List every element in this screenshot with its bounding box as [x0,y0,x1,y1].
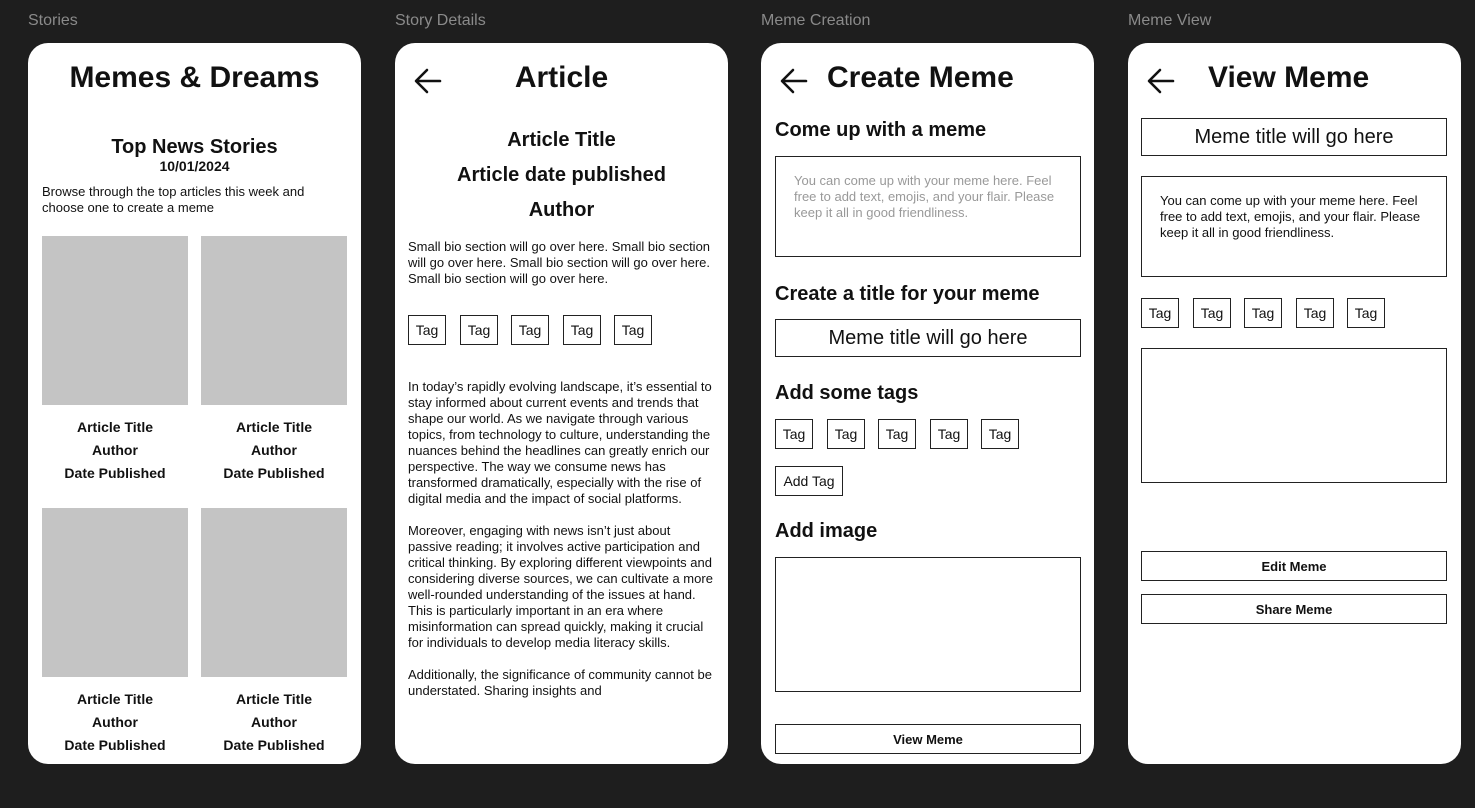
meme-text-display: You can come up with your meme here. Feel free to add text, emojis, and your flair. Please keep it all in good friendliness. [1141,176,1447,277]
meme-heading: Come up with a meme [775,119,987,141]
article-author: Author [251,442,297,458]
article-title: Article Title [507,129,616,151]
article-title: Article Title [77,419,153,435]
article-meta [42,416,188,485]
image-heading: Add image [775,520,878,542]
story-details-screen [395,43,728,764]
back-arrow-icon[interactable] [778,65,810,97]
meme-text-input[interactable]: You can come up with your meme here. Feel free to add text, emojis, and your flair. Please keep it all in good friendliness. [775,156,1081,257]
article-title: Article Title [77,691,153,707]
stories-date: 10/01/2024 [159,158,230,174]
tag-chip[interactable]: Tag [614,315,652,345]
tag-chip[interactable]: Tag [1244,298,1282,328]
article-author: Author [92,442,138,458]
article-card[interactable] [42,508,188,758]
article-thumbnail [42,508,188,677]
image-upload-area[interactable] [775,557,1081,692]
stories-screen [28,43,361,764]
title-heading: Create a title for your meme [775,283,1040,305]
view-meme-button[interactable]: View Meme [775,724,1081,754]
tags-heading: Add some tags [775,382,919,404]
article-author: Author [251,714,297,730]
back-arrow-icon[interactable] [1145,65,1177,97]
page-title: View Meme [1208,61,1370,94]
article-thumbnail [201,508,347,677]
article-card[interactable] [42,236,188,486]
article-card[interactable] [201,508,347,758]
article-body [408,379,714,699]
tag-chip[interactable]: Tag [981,419,1019,449]
tag-chip[interactable]: Tag [1141,298,1179,328]
tag-chip[interactable]: Tag [563,315,601,345]
frame-label-story-details: Story Details [395,12,486,29]
section-title: Top News Stories [111,136,278,158]
edit-meme-button[interactable]: Edit Meme [1141,551,1447,581]
share-meme-button[interactable]: Share Meme [1141,594,1447,624]
article-paragraph: Additionally, the significance of community cannot be understated. Sharing insights and [408,667,712,698]
article-author: Author [92,714,138,730]
tag-chip[interactable]: Tag [930,419,968,449]
article-date: Date Published [64,465,166,481]
article-thumbnail [201,236,347,405]
article-date: Date Published [223,465,325,481]
frame-label-stories: Stories [28,12,78,29]
article-title: Article Title [236,691,312,707]
tag-chip[interactable]: Tag [1296,298,1334,328]
page-title: Article [514,61,609,94]
tag-chip[interactable]: Tag [878,419,916,449]
frame-label-meme-creation: Meme Creation [761,12,871,29]
tag-chip[interactable]: Tag [460,315,498,345]
article-author: Author [528,199,595,221]
article-date: Date Published [64,737,166,753]
tag-chip[interactable]: Tag [1347,298,1385,328]
stories-intro: Browse through the top articles this week and choose one to create a meme [42,184,305,215]
add-tag-button[interactable]: Add Tag [775,466,843,496]
meme-view-screen [1128,43,1461,764]
page-title: Create Meme [827,61,1014,94]
tag-chip[interactable]: Tag [408,315,446,345]
meme-title-display: Meme title will go here [1141,118,1447,156]
article-paragraph: In today’s rapidly evolving landscape, it’s essential to stay informed about current events and trends that shape our world. As we navigate through various topics, from technology to culture, understanding the nuances behind the headlines can greatly enrich our perspective. The way we consume news has transformed dramatically, especially with the rise of digital media and the impact of social platforms. [408,379,712,506]
tag-chip[interactable]: Tag [511,315,549,345]
tag-chip[interactable]: Tag [1193,298,1231,328]
article-meta [42,688,188,757]
article-date: Date Published [223,737,325,753]
author-bio: Small bio section will go over here. Small bio section will go over here. Small bio section will go over here. Small bio section will go over here. [408,239,711,286]
article-meta [201,688,347,757]
frame-label-meme-view: Meme View [1128,12,1212,29]
meme-image-display [1141,348,1447,483]
article-thumbnail [42,236,188,405]
article-date: Article date published [457,164,666,186]
meme-creation-screen [761,43,1094,764]
article-title: Article Title [236,419,312,435]
app-title: Memes & Dreams [69,61,320,94]
meme-title-input[interactable]: Meme title will go here [775,319,1081,357]
article-meta [201,416,347,485]
tag-chip[interactable]: Tag [775,419,813,449]
article-card[interactable] [201,236,347,486]
article-paragraph: Moreover, engaging with news isn’t just about passive reading; it involves active participation and critical thinking. By exploring different viewpoints and considering diverse sources, we can cultivate a more well-rounded understanding of the issues at hand. This is particularly important in an era where misinformation can spread quickly, making it crucial for individuals to develop media literacy skills. [408,523,713,650]
tag-chip[interactable]: Tag [827,419,865,449]
